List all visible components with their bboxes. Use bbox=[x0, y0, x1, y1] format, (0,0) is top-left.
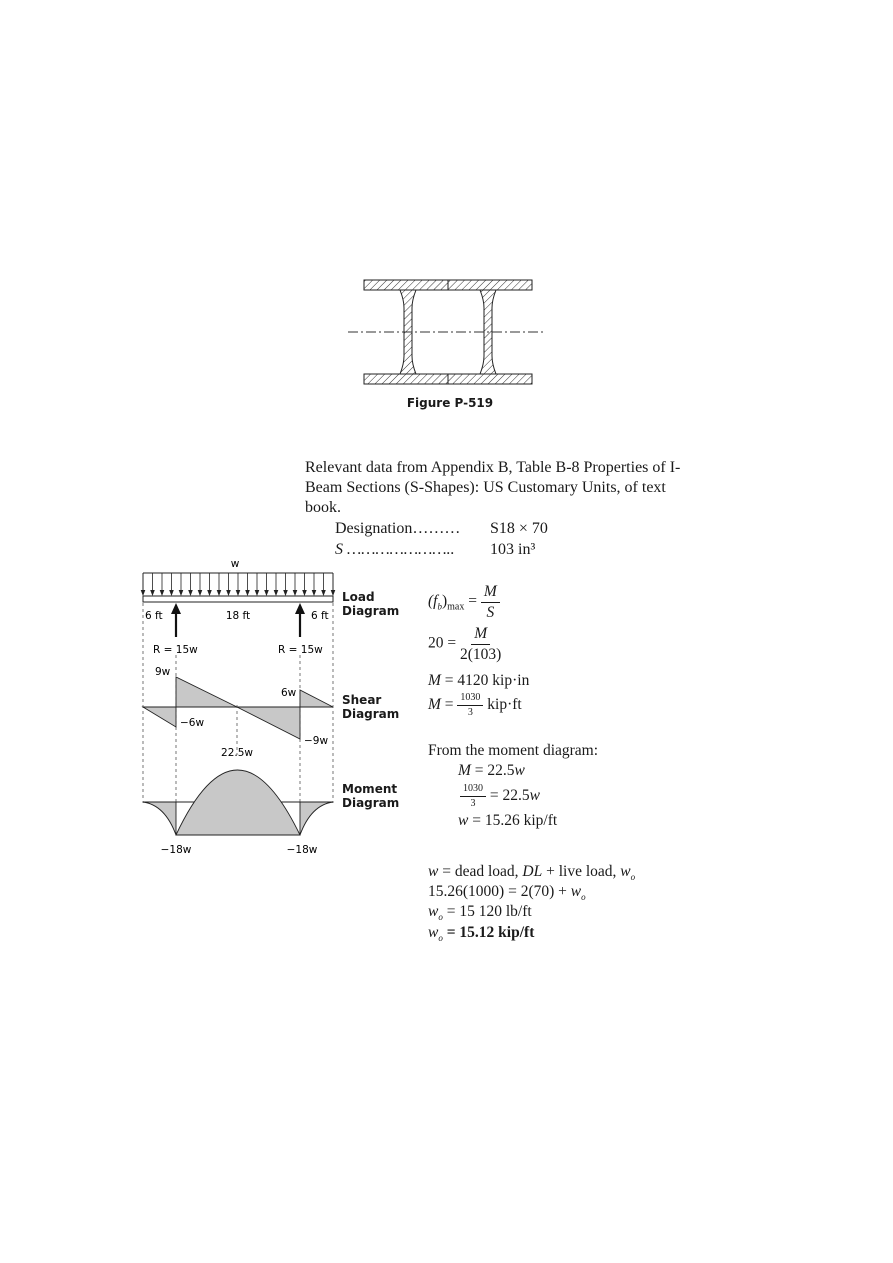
load-intensity-label: w bbox=[230, 558, 240, 570]
eq-moment-kip-ft: M = $\frac{1030}{3}$ kip·ft bbox=[428, 692, 522, 718]
load-arrow-head bbox=[160, 590, 165, 596]
shear-segment-span-positive bbox=[176, 677, 237, 707]
load-arrow-head bbox=[312, 590, 317, 596]
reference-paragraph: Relevant data from Appendix B, Table B-8 Properties of I-Beam Sections (S-Shapes): US Customary Units, of text book. bbox=[305, 459, 681, 516]
load-arrow-head bbox=[236, 590, 241, 596]
shear-label-neg9w: −9w bbox=[304, 735, 329, 747]
reaction-right-arrow bbox=[295, 603, 305, 637]
shear-label-6w: 6w bbox=[281, 687, 297, 699]
load-arrow-head bbox=[245, 590, 250, 596]
dim-left: 6 ft bbox=[145, 610, 163, 622]
shear-segment-span-negative bbox=[237, 707, 300, 739]
moment-label-left: −18w bbox=[160, 844, 192, 856]
designation-value: S18 × 70 bbox=[490, 520, 548, 537]
shear-label-9w: 9w bbox=[155, 666, 171, 678]
moment-left-overhang bbox=[143, 802, 176, 835]
load-arrow-head bbox=[141, 590, 146, 596]
load-arrow-head bbox=[331, 590, 336, 596]
load-arrow-head bbox=[179, 590, 184, 596]
designation-label: Designation……… bbox=[335, 520, 461, 537]
beam bbox=[143, 596, 333, 602]
load-arrow-head bbox=[274, 590, 279, 596]
load-arrow-head bbox=[207, 590, 212, 596]
load-arrow-head bbox=[293, 590, 298, 596]
shear-segment-left-overhang bbox=[143, 707, 176, 727]
reaction-right-label: R = 15w bbox=[278, 644, 323, 656]
moment-label-right: −18w bbox=[286, 844, 318, 856]
eq-moment-in-w: M = 22.5w bbox=[458, 762, 525, 779]
from-moment-diagram-text: From the moment diagram: bbox=[428, 742, 599, 759]
moment-right-overhang bbox=[300, 802, 333, 835]
eq-solve-w: $\frac{1030}{3}$ = 22.5w bbox=[460, 784, 540, 809]
load-diagram-title: Load Diagram bbox=[342, 590, 400, 618]
eq-load-definition: w = dead load, DL + live load, $w_o$ bbox=[428, 863, 636, 883]
eq-live-load-substitution: $15.26(1000) = 2(70) + w_o$ bbox=[428, 883, 586, 903]
moment-diagram bbox=[143, 770, 333, 835]
eq-bending-stress: $(f_b)_{max}$ = $\frac{M}{S}$ bbox=[428, 584, 500, 620]
eq-live-load-lb: $w_o = 15$ 120 lb/ft bbox=[428, 903, 532, 923]
moment-label-max: 22.5w bbox=[221, 747, 253, 759]
section-modulus-value: 103 in³ bbox=[490, 541, 536, 558]
eq-substitution: 20 = $\frac{M}{2(103)}$ bbox=[428, 625, 502, 663]
shear-label-neg6w: −6w bbox=[180, 717, 205, 729]
load-arrow-head bbox=[188, 590, 193, 596]
section-modulus-label: S ………………….. bbox=[335, 541, 455, 558]
load-arrows bbox=[141, 573, 336, 596]
load-arrow-head bbox=[264, 590, 269, 596]
load-arrow-head bbox=[169, 590, 174, 596]
load-arrow-head bbox=[150, 590, 155, 596]
load-arrow-head bbox=[321, 590, 326, 596]
dim-mid: 18 ft bbox=[225, 610, 251, 622]
shear-diagram bbox=[143, 677, 333, 739]
load-arrow-head bbox=[198, 590, 203, 596]
eq-w-result: w = 15.26 kip/ft bbox=[458, 812, 558, 829]
load-arrow-head bbox=[255, 590, 260, 596]
eq-live-load-answer: $w_o = 15.12$ kip/ft bbox=[428, 924, 535, 944]
reaction-left-label: R = 15w bbox=[153, 644, 198, 656]
dim-right: 6 ft bbox=[311, 610, 329, 622]
load-arrow-head bbox=[302, 590, 307, 596]
shear-diagram-title: Shear Diagram bbox=[342, 693, 400, 721]
reaction-left-arrow bbox=[171, 603, 181, 637]
cross-section-figure bbox=[340, 270, 560, 395]
moment-diagram-title: Moment Diagram bbox=[342, 782, 400, 810]
figure-caption: Figure P-519 bbox=[406, 396, 494, 410]
load-arrow-head bbox=[283, 590, 288, 596]
load-arrow-head bbox=[217, 590, 222, 596]
load-arrow-head bbox=[226, 590, 231, 596]
moment-span bbox=[176, 770, 300, 835]
shear-segment-right-overhang bbox=[300, 690, 333, 707]
eq-moment-kip-in: M = 4120 kip·in bbox=[428, 672, 530, 689]
